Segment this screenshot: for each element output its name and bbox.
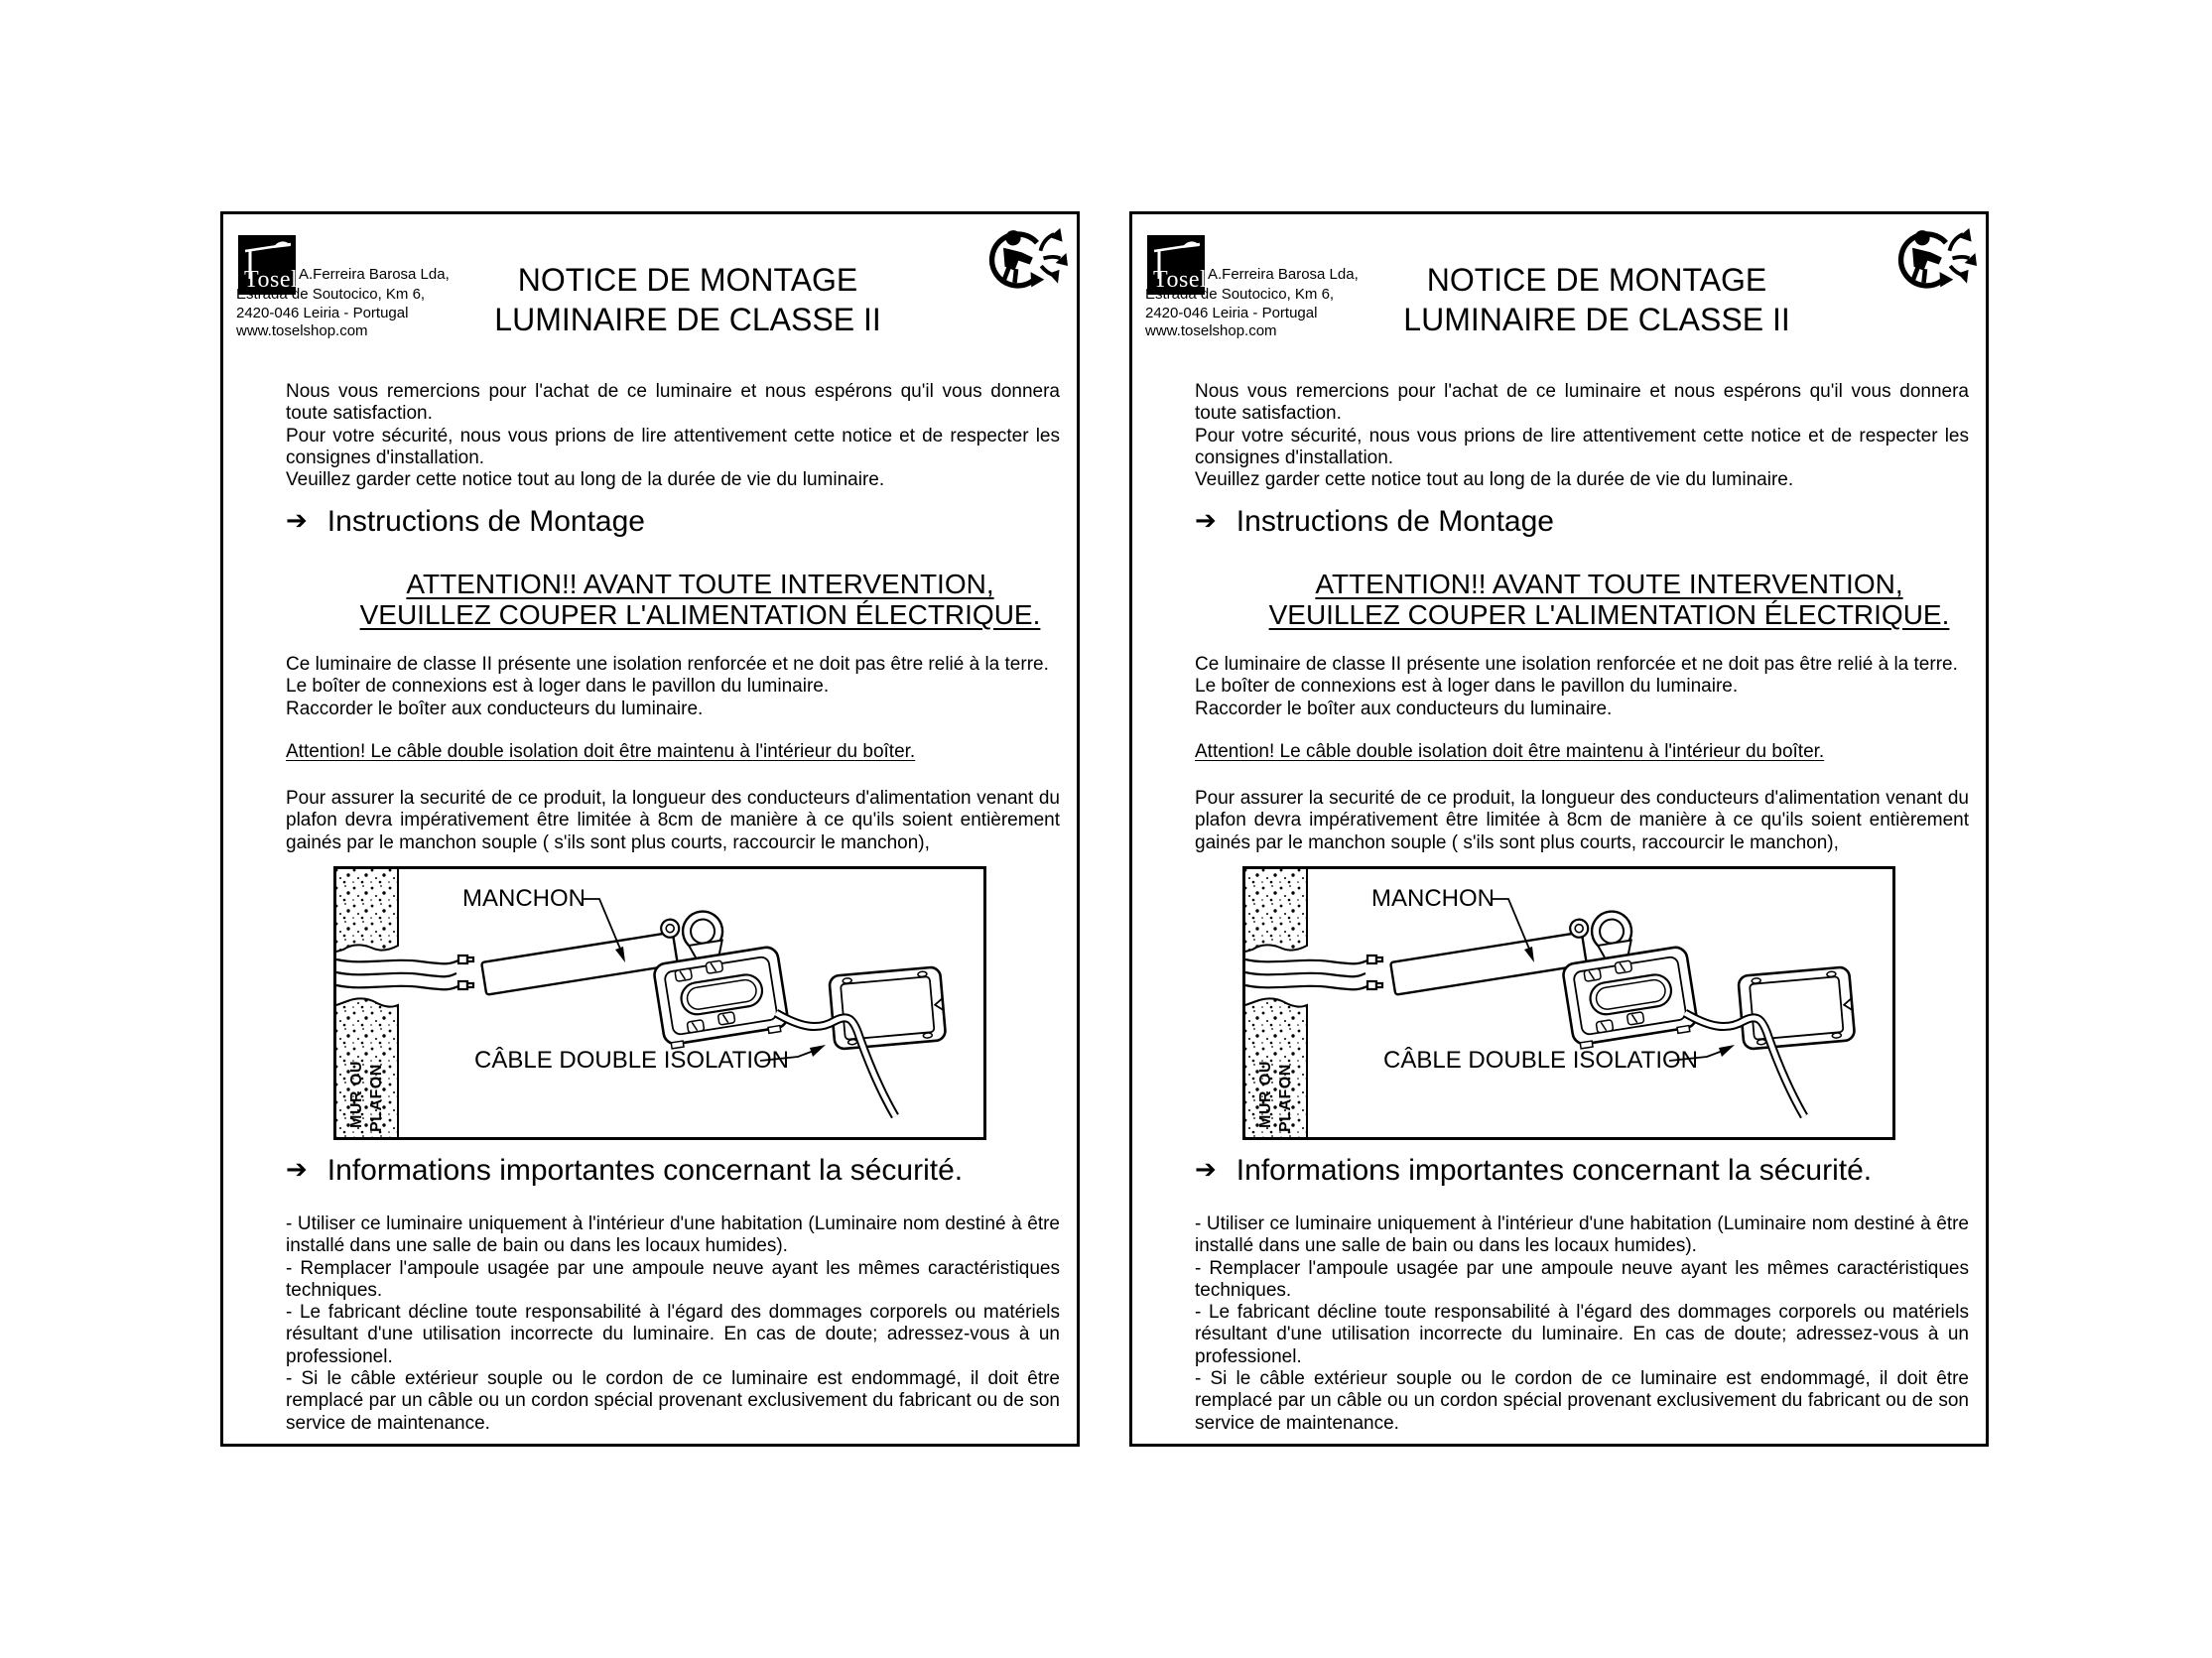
- arrow-bullet-icon: ➔: [1195, 506, 1217, 536]
- svg-text:Tosel: Tosel: [244, 267, 296, 293]
- attention-note: Attention! Le câble double isolation doit être maintenu à l'intérieur du boîter.: [1195, 741, 1825, 762]
- warning-line-2: VEUILLEZ COUPER L'ALIMENTATION ÉLECTRIQUE.: [1268, 599, 1950, 630]
- intro-paragraphs: [286, 381, 1060, 491]
- address-line-1: Estrada de Soutocico, Km 6,: [236, 286, 426, 303]
- attention-note: Attention! Le câble double isolation doit être maintenu à l'intérieur du boîter.: [286, 741, 916, 762]
- warning-line-1: ATTENTION!! AVANT TOUTE INTERVENTION,: [1315, 569, 1903, 599]
- section-heading-montage: [286, 505, 1060, 540]
- safety-item: - Si le câble extérieur souple ou le cordon de ce luminaire est endommagé, il doit être remplacé par un câble ou un cordon spécial provenant exclusivement du fabricant ou de son service de maintenance.: [286, 1368, 1060, 1434]
- safety-heading-label: Informations importantes concernant la sécurité.: [326, 1154, 964, 1187]
- safety-item: - Utiliser ce luminaire uniquement à l'intérieur d'une habitation (Luminaire nom destiné à être installé dans une salle de bain ou dans les locaux humides).: [1195, 1213, 1969, 1257]
- class2-paragraph: [1195, 654, 1969, 720]
- title-line-2: LUMINAIRE DE CLASSE II: [1403, 302, 1790, 337]
- intro-paragraph-1: Nous vous remercions pour l'achat de ce luminaire et nous espérons qu'il vous donnera toute satisfaction.: [286, 381, 1060, 425]
- safety-item: - Le fabricant décline toute responsabilité à l'égard des dommages corporels ou matériels résultant d'une utilisation incorrecte du luminaire. En cas de doute; adressez-vous à un professionel.: [286, 1302, 1060, 1367]
- cable-length-paragraph: Pour assurer la securité de ce produit, la longueur des conducteurs d'alimentation venant du plafon devra impérativement être limitée à 8cm de manière à ce qu'ils soient entièrement gainés par le manchon souple ( s'ils sont plus courts, raccourcir le manchon),: [1195, 788, 1969, 853]
- installation-diagram: [1242, 866, 1895, 1140]
- company-website: www.toselshop.com: [1145, 322, 1277, 339]
- safety-item: - Remplacer l'ampoule usagée par une ampoule neuve ayant les mêmes caractéristiques techniques.: [286, 1257, 1060, 1301]
- safety-item-list: [1195, 1213, 1969, 1435]
- safety-heading-label: Informations importantes concernant la sécurité.: [1236, 1154, 1873, 1187]
- intro-paragraph-3: Veuillez garder cette notice tout au long de la durée de vie du luminaire.: [286, 469, 885, 491]
- safety-item: - Si le câble extérieur souple ou le cordon de ce luminaire est endommagé, il doit être remplacé par un câble ou un cordon spécial provenant exclusivement du fabricant ou de son service de maintenance.: [1195, 1368, 1969, 1434]
- warning-line-2: VEUILLEZ COUPER L'ALIMENTATION ÉLECTRIQUE.: [359, 599, 1041, 630]
- section-heading-safety: [286, 1154, 1060, 1189]
- triman-recycling-icon: [987, 220, 1071, 296]
- manchon-label: MANCHON: [1371, 885, 1495, 912]
- safety-item-list: [286, 1213, 1060, 1435]
- intro-paragraph-2: Pour votre sécurité, nous vous prions de lire attentivement cette notice et de respecter les consignes d'installation.: [286, 425, 1060, 468]
- junction-box-cover: [1738, 966, 1855, 1049]
- cable-length-paragraph: Pour assurer la securité de ce produit, la longueur des conducteurs d'alimentation venant du plafon devra impérativement être limitée à 8cm de manière à ce qu'ils soient entièrement gainés par le manchon souple ( s'ils sont plus courts, raccourcir le manchon),: [286, 788, 1060, 853]
- safety-item: - Utiliser ce luminaire uniquement à l'intérieur d'une habitation (Luminaire nom destiné à être installé dans une salle de bain ou dans les locaux humides).: [286, 1213, 1060, 1257]
- svg-text:Tosel: Tosel: [1153, 267, 1205, 293]
- page-title: [1195, 260, 1969, 339]
- montage-heading-label: Instructions de Montage: [1236, 505, 1554, 538]
- class2-line-3: Raccorder le boîter aux conducteurs du luminaire.: [286, 698, 704, 719]
- intro-paragraph-1: Nous vous remercions pour l'achat de ce luminaire et nous espérons qu'il vous donnera toute satisfaction.: [1195, 381, 1969, 425]
- title-line-2: LUMINAIRE DE CLASSE II: [494, 302, 881, 337]
- junction-box-cover: [829, 966, 946, 1049]
- address-line-2: 2420-046 Leiria - Portugal: [236, 304, 409, 321]
- manchon-label: MANCHON: [462, 885, 586, 912]
- class2-paragraph: [286, 654, 1060, 720]
- triman-recycling-icon: [1896, 220, 1980, 296]
- installation-diagram: [333, 866, 986, 1140]
- company-name: A.Ferreira Barosa Lda,: [1208, 266, 1359, 283]
- cable-label: CÂBLE DOUBLE ISOLATION: [1383, 1047, 1698, 1074]
- arrow-bullet-icon: ➔: [286, 1155, 308, 1185]
- address-line-2: 2420-046 Leiria - Portugal: [1145, 304, 1318, 321]
- page-title: [286, 260, 1060, 339]
- arrow-bullet-icon: ➔: [1195, 1155, 1217, 1185]
- intro-paragraphs: [1195, 381, 1969, 491]
- safety-item: - Le fabricant décline toute responsabilité à l'égard des dommages corporels ou matériels résultant d'une utilisation incorrecte du luminaire. En cas de doute; adressez-vous à un professionel.: [1195, 1302, 1969, 1367]
- arrow-bullet-icon: ➔: [286, 506, 308, 536]
- intro-paragraph-3: Veuillez garder cette notice tout au long de la durée de vie du luminaire.: [1195, 469, 1794, 491]
- intro-paragraph-2: Pour votre sécurité, nous vous prions de lire attentivement cette notice et de respecter les consignes d'installation.: [1195, 425, 1969, 468]
- class2-line-3: Raccorder le boîter aux conducteurs du luminaire.: [1195, 698, 1613, 719]
- notice-page: [220, 211, 1080, 1447]
- wall-label-line-2: PLAFON: [1277, 1064, 1294, 1132]
- address-line-1: Estrada de Soutocico, Km 6,: [1145, 286, 1335, 303]
- company-website: www.toselshop.com: [236, 322, 368, 339]
- company-name: A.Ferreira Barosa Lda,: [299, 266, 450, 283]
- wall-label-line-1: MUR OU: [348, 1061, 365, 1128]
- montage-heading-label: Instructions de Montage: [326, 505, 645, 538]
- title-line-1: NOTICE DE MONTAGE: [1426, 262, 1767, 298]
- notice-page-duplicate: [1129, 211, 1989, 1447]
- class2-line-2: Le boîter de connexions est à loger dans le pavillon du luminaire.: [286, 676, 830, 698]
- class2-line-1: Ce luminaire de classe II présente une isolation renforcée et ne doit pas être relié à la terre.: [1195, 654, 1958, 675]
- cable-label: CÂBLE DOUBLE ISOLATION: [474, 1047, 789, 1074]
- warning-line-1: ATTENTION!! AVANT TOUTE INTERVENTION,: [406, 569, 994, 599]
- warning-heading: [286, 569, 1060, 630]
- title-line-1: NOTICE DE MONTAGE: [517, 262, 858, 298]
- section-heading-montage: [1195, 505, 1969, 540]
- safety-item: - Remplacer l'ampoule usagée par une ampoule neuve ayant les mêmes caractéristiques techniques.: [1195, 1257, 1969, 1301]
- wall-label-line-2: PLAFON: [368, 1064, 385, 1132]
- wall-label-line-1: MUR OU: [1257, 1061, 1274, 1128]
- class2-line-2: Le boîter de connexions est à loger dans le pavillon du luminaire.: [1195, 676, 1739, 698]
- class2-line-1: Ce luminaire de classe II présente une isolation renforcée et ne doit pas être relié à la terre.: [286, 654, 1049, 675]
- warning-heading: [1195, 569, 1969, 630]
- section-heading-safety: [1195, 1154, 1969, 1189]
